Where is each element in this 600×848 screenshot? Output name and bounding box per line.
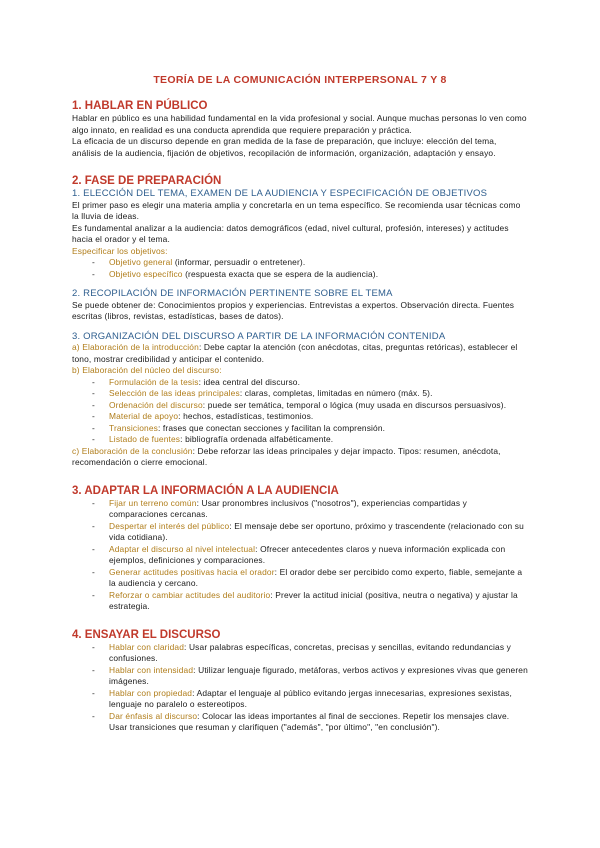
list-item-keyword: Listado de fuentes — [109, 434, 181, 444]
list-item-keyword: Hablar con intensidad — [109, 664, 194, 675]
list-item-keyword: Despertar el interés del público — [109, 520, 230, 531]
list-item-text: : Usar palabras específicas, concretas, precisas y sencillas, evitando redundancias y confusiones. — [109, 641, 511, 663]
subsection-2-3-heading: 3. ORGANIZACIÓN DEL DISCURSO A PARTIR DE LA INFORMACIÓN CONTENIDA — [72, 330, 446, 342]
list-item — [92, 544, 528, 567]
conclusion-keyword: c) Elaboración de la conclusión — [72, 445, 193, 456]
conclusion-paragraph — [72, 446, 528, 469]
list-item-text: : Ofrecer antecedentes claros y nueva información explicada con ejemplos, definiciones y comparaciones. — [109, 543, 506, 565]
list-item-text: : hechos, estadísticas, testimonios. — [178, 411, 314, 421]
list-item-keyword: Dar énfasis al discurso — [109, 710, 198, 721]
list-item-keyword: Objetivo específico — [109, 268, 183, 279]
list-item-keyword: Material de apoyo — [109, 411, 179, 421]
list-item — [92, 423, 528, 435]
list-item-keyword: Formulación de la tesis — [109, 376, 199, 387]
list-item — [92, 434, 528, 446]
list-item — [92, 665, 528, 688]
list-item — [92, 567, 528, 590]
objectives-list — [72, 257, 528, 280]
list-item-keyword: Selección de las ideas principales — [109, 388, 240, 398]
introduction-text: : Debe captar la atención (con anécdotas, citas, preguntas retóricas), establecer el tono, mostrar credibilidad y anticipar el contenido. — [72, 342, 518, 364]
list-item-text: : frases que conectan secciones y facilitan la comprensión. — [157, 422, 386, 433]
section-1-heading: 1. HABLAR EN PÚBLICO — [72, 100, 208, 112]
document-title: TEORÍA DE LA COMUNICACIÓN INTERPERSONAL 7 Y 8 — [153, 74, 447, 86]
subsection-2-1-heading: 1. ELECCIÓN DEL TEMA, EXAMEN DE LA AUDIENCIA Y ESPECIFICACIÓN DE OBJETIVOS — [72, 188, 488, 199]
list-item-text: : claras, completas, limitadas en número (máx. 5). — [239, 388, 433, 398]
list-item — [92, 269, 528, 281]
list-item-text: (informar, persuadir o entretener). — [172, 257, 306, 267]
list-item-keyword: Fijar un terreno común — [109, 497, 197, 508]
list-item-text: : Adaptar el lenguaje al público evitando jergas innecesarias, expresiones sexistas, lenguaje no paralelo o estereotipos. — [109, 687, 512, 709]
section-2-heading: 2. FASE DE PREPARACIÓN — [72, 175, 222, 187]
list-item-text: : El orador debe ser percibido como experto, fiable, semejante a la audiencia y cercano. — [109, 566, 523, 588]
list-item-text: : Usar pronombres inclusivos ("nosotros"), experiencias compartidas y comparaciones cercanas. — [109, 497, 467, 519]
list-item — [92, 688, 528, 711]
introduction-paragraph — [72, 342, 528, 365]
section-1-paragraph-1: Hablar en público es una habilidad fundamental en la vida profesional y social. Aunque muchas personas lo ven como algo innato, en realidad es una conducta aprendida que requiere preparación y práctica. — [72, 113, 527, 135]
list-item-text: (respuesta exacta que se espera de la audiencia). — [182, 268, 379, 279]
list-item — [92, 521, 528, 544]
list-item-keyword: Adaptar el discurso al nivel intelectual — [109, 543, 256, 554]
list-item-keyword: Generar actitudes positivas hacia el orador — [109, 566, 275, 577]
section-3-heading: 3. ADAPTAR LA INFORMACIÓN A LA AUDIENCIA — [72, 484, 339, 497]
rehearsal-list — [72, 642, 528, 734]
list-item — [92, 590, 528, 613]
list-item-text: : puede ser temática, temporal o lógica (muy usada en discursos persuasivos). — [202, 399, 507, 410]
list-item-text: : Utilizar lenguaje figurado, metáforas, verbos activos y expresiones vivas que generen imágenes. — [109, 664, 528, 686]
list-item-keyword: Ordenación del discurso — [109, 399, 203, 410]
section-4-heading: 4. ENSAYAR EL DISCURSO — [72, 628, 221, 641]
subsection-2-2-heading: 2. RECOPILACIÓN DE INFORMACIÓN PERTINENTE SOBRE EL TEMA — [72, 288, 393, 299]
list-item-keyword: Transiciones — [109, 422, 158, 433]
list-item — [92, 377, 528, 389]
list-item-keyword: Hablar con propiedad — [109, 687, 193, 698]
body-items-list — [72, 377, 528, 446]
objectives-label: Especificar los objetivos: — [72, 245, 168, 256]
list-item — [92, 257, 528, 269]
subsection-2-2-paragraph: Se puede obtener de: Conocimientos propios y experiencias. Entrevistas a expertos. Observación directa. Fuentes escritas (libros, revistas, estadísticas, bases de datos). — [72, 299, 515, 321]
subsection-2-1-paragraph-1: El primer paso es elegir una materia amplia y concretarla en un tema específico. Se recomienda usar técnicas como la lluvia de ideas. — [72, 199, 521, 221]
list-item-text: : El mensaje debe ser oportuno, próximo y trascendente (relacionado con su vida cotidiana). — [109, 520, 524, 542]
list-item-text: : Colocar las ideas importantes al final de secciones. Repetir los mensajes clave. Usar transiciones que resuman y clarifiquen ("además", "por último", "en conclusión"). — [109, 710, 510, 732]
list-item — [92, 711, 528, 734]
list-item-text: : bibliografía ordenada alfabéticamente. — [180, 434, 334, 444]
list-item — [92, 642, 528, 665]
list-item-text: : Prever la actitud inicial (positiva, neutra o negativa) y ajustar la estrategia. — [109, 589, 518, 611]
introduction-keyword: a) Elaboración de la introducción — [72, 342, 199, 352]
list-item — [92, 498, 528, 521]
list-item-keyword: Reforzar o cambiar actitudes del auditorio — [109, 589, 271, 600]
list-item-keyword: Hablar con claridad — [109, 641, 185, 652]
adaptation-list — [72, 498, 528, 613]
conclusion-text: : Debe reforzar las ideas principales y dejar impacto. Tipos: resumen, anécdota, recomendación o cierre emocional. — [72, 445, 501, 467]
list-item — [92, 411, 528, 423]
list-item — [92, 400, 528, 412]
body-label: b) Elaboración del núcleo del discurso: — [72, 365, 222, 375]
section-1-paragraph-2: La eficacia de un discurso depende en gran medida de la fase de preparación, que incluye: elección del tema, análisis de la audiencia, fijación de objetivos, recopilación de información, organización, adaptación y ensayo. — [72, 136, 497, 158]
list-item-keyword: Objetivo general — [109, 257, 173, 267]
list-item — [92, 388, 528, 400]
subsection-2-1-paragraph-2: Es fundamental analizar a la audiencia: datos demográficos (edad, nivel cultural, profesión, intereses) y actitudes hacia el orador y el tema. — [72, 222, 509, 244]
list-item-text: : idea central del discurso. — [198, 376, 301, 387]
